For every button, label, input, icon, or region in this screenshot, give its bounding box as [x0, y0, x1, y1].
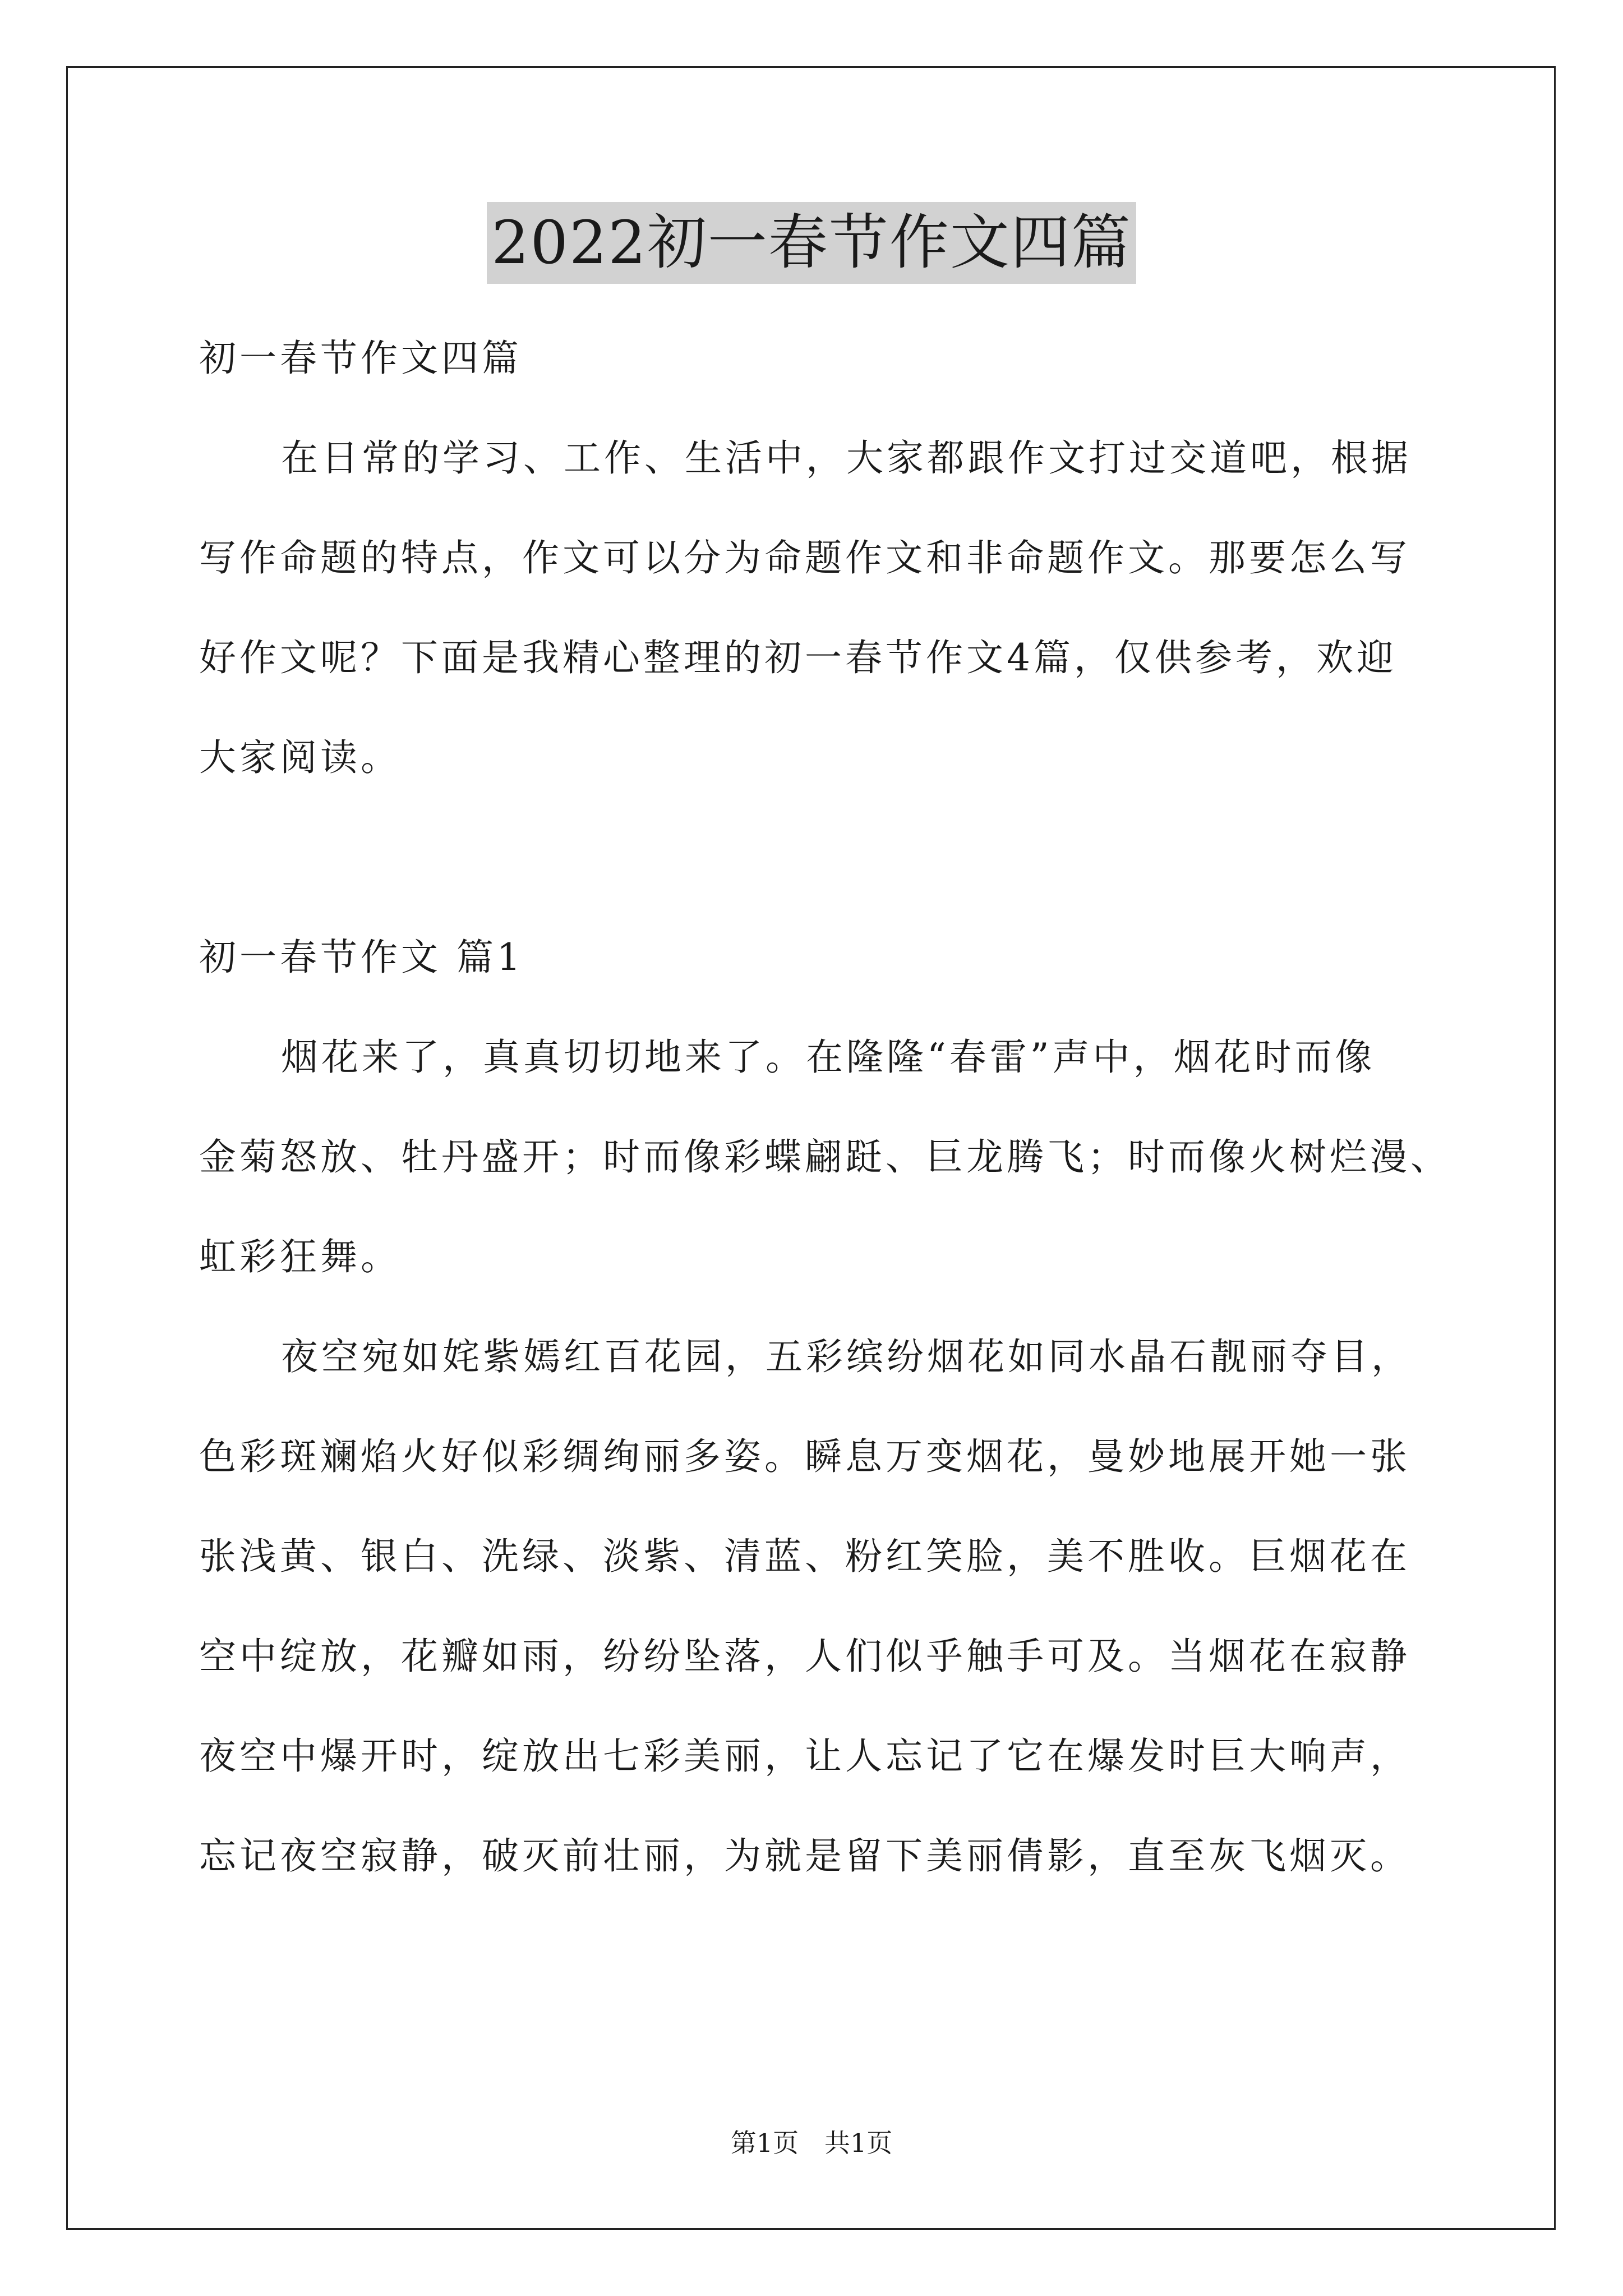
- document-body: [199, 309, 1461, 1906]
- paragraph-line: 虹彩狂舞。: [199, 1235, 401, 1278]
- intro-line: 大家阅读。: [199, 736, 401, 779]
- paragraph-line: 夜空中爆开时，绽放出七彩美丽，让人忘记了它在爆发时巨大响声，: [199, 1734, 1410, 1778]
- paragraph-line: 忘记夜空寂静，破灭前壮丽，为就是留下美丽倩影，直至灰飞烟灭。: [199, 1834, 1410, 1878]
- document-title: 2022初一春节作文四篇: [487, 202, 1136, 284]
- paragraph-line: 色彩斑斓焰火好似彩绸绚丽多姿。瞬息万变烟花，曼妙地展开她一张: [199, 1435, 1410, 1478]
- title-container: [0, 202, 1623, 284]
- intro-line: 在日常的学习、工作、生活中，大家都跟作文打过交道吧，根据: [281, 436, 1412, 480]
- intro-line: 好作文呢？下面是我精心整理的初一春节作文4篇，仅供参考，欢迎: [199, 636, 1397, 679]
- paragraph-line: 金菊怒放、牡丹盛开；时而像彩蝶翩跹、巨龙腾飞；时而像火树烂漫、: [199, 1135, 1451, 1179]
- document-subtitle: 初一春节作文四篇: [199, 337, 522, 380]
- paragraph-line: 空中绽放，花瓣如雨，纷纷坠落，人们似乎触手可及。当烟花在寂静: [199, 1635, 1410, 1678]
- paragraph-line: 夜空宛如姹紫嫣红百花园，五彩缤纷烟花如同水晶石靓丽夺目，: [281, 1335, 1412, 1378]
- paragraph-line: 张浅黄、银白、洗绿、淡紫、清蓝、粉红笑脸，美不胜收。巨烟花在: [199, 1535, 1410, 1578]
- page-footer: 第1页 共1页: [730, 2128, 893, 2158]
- blank-line: [199, 808, 1461, 908]
- intro-line: 写作命题的特点，作文可以分为命题作文和非命题作文。那要怎么写: [199, 536, 1410, 579]
- paragraph-line: 烟花来了，真真切切地来了。在隆隆“春雷”声中，烟花时而像: [281, 1036, 1376, 1079]
- section-heading: 初一春节作文 篇1: [199, 936, 524, 979]
